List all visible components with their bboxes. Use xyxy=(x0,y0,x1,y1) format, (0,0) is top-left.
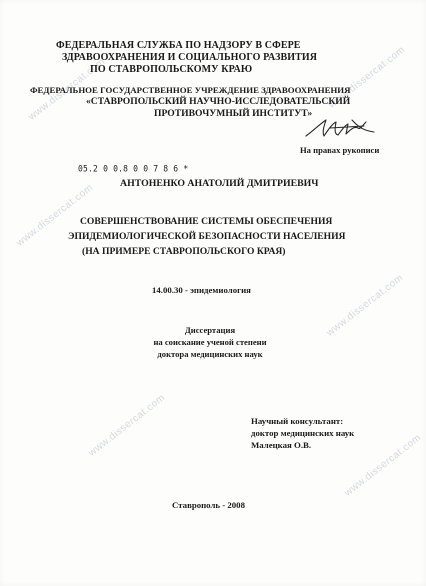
dissertation-degree-line: на соискание ученой степени xyxy=(153,337,267,347)
dissertation-title-line: СОВЕРШЕНСТВОВАНИЕ СИСТЕМЫ ОБЕСПЕЧЕНИЯ xyxy=(80,216,333,227)
dissertation-title-line: (НА ПРИМЕРЕ СТАВРОПОЛЬСКОГО КРАЯ) xyxy=(82,246,286,257)
consultant-degree: доктор медицинских наук xyxy=(251,428,355,438)
watermark: www.dissercat.com xyxy=(14,182,96,249)
manuscript-rights-note: На правах рукописи xyxy=(300,145,380,155)
watermark: www.dissercat.com xyxy=(342,432,424,499)
signature-icon xyxy=(302,114,382,142)
organization-secondary-line: ФЕДЕРАЛЬНОЕ ГОСУДАРСТВЕННОЕ УЧРЕЖДЕНИЕ ЗДРАВООХРАНЕНИЯ xyxy=(30,85,351,95)
organization-primary-line: ФЕДЕРАЛЬНАЯ СЛУЖБА ПО НАДЗОРУ В СФЕРЕ xyxy=(56,40,301,51)
organization-primary-line: ПО СТАВРОПОЛЬСКОМУ КРАЮ xyxy=(90,64,253,75)
dissertation-title xyxy=(68,214,426,259)
dissertation-degree xyxy=(148,324,272,360)
organization-primary-line: ЗДРАВООХРАНЕНИЯ И СОЦИАЛЬНОГО РАЗВИТИЯ xyxy=(62,52,318,63)
dissertation-degree-line: Диссертация xyxy=(184,325,236,335)
organization-secondary-line: ПРОТИВОЧУМНЫЙ ИНСТИТУТ» xyxy=(154,108,313,119)
watermark: www.dissercat.com xyxy=(26,56,108,123)
dissertation-title-line: ЭПИДЕМИОЛОГИЧЕСКОЙ БЕЗОПАСНОСТИ НАСЕЛЕНИЯ xyxy=(68,231,346,242)
scientific-consultant xyxy=(251,415,354,451)
organization-primary xyxy=(56,40,426,76)
consultant-name: Малецкая О.В. xyxy=(251,440,312,450)
organization-secondary-line: «СТАВРОПОЛЬСКИЙ НАУЧНО-ИССЛЕДОВАТЕЛЬСКИЙ xyxy=(86,96,351,107)
consultant-label: Научный консультант: xyxy=(251,416,344,426)
specialty-code: 14.00.30 - эпидемиология xyxy=(152,285,251,295)
registration-code: 05.2 0 0.8 0 0 7 8 6 * xyxy=(78,163,189,174)
watermark: www.dissercat.com xyxy=(324,272,406,339)
dissertation-degree-line: доктора медицинских наук xyxy=(157,349,263,359)
city-year: Ставрополь - 2008 xyxy=(172,500,245,510)
watermark: www.dissercat.com xyxy=(326,44,408,111)
watermark: www.dissercat.com xyxy=(86,392,168,459)
author-name: АНТОНЕНКО АНАТОЛИЙ ДМИТРИЕВИЧ xyxy=(120,178,319,189)
